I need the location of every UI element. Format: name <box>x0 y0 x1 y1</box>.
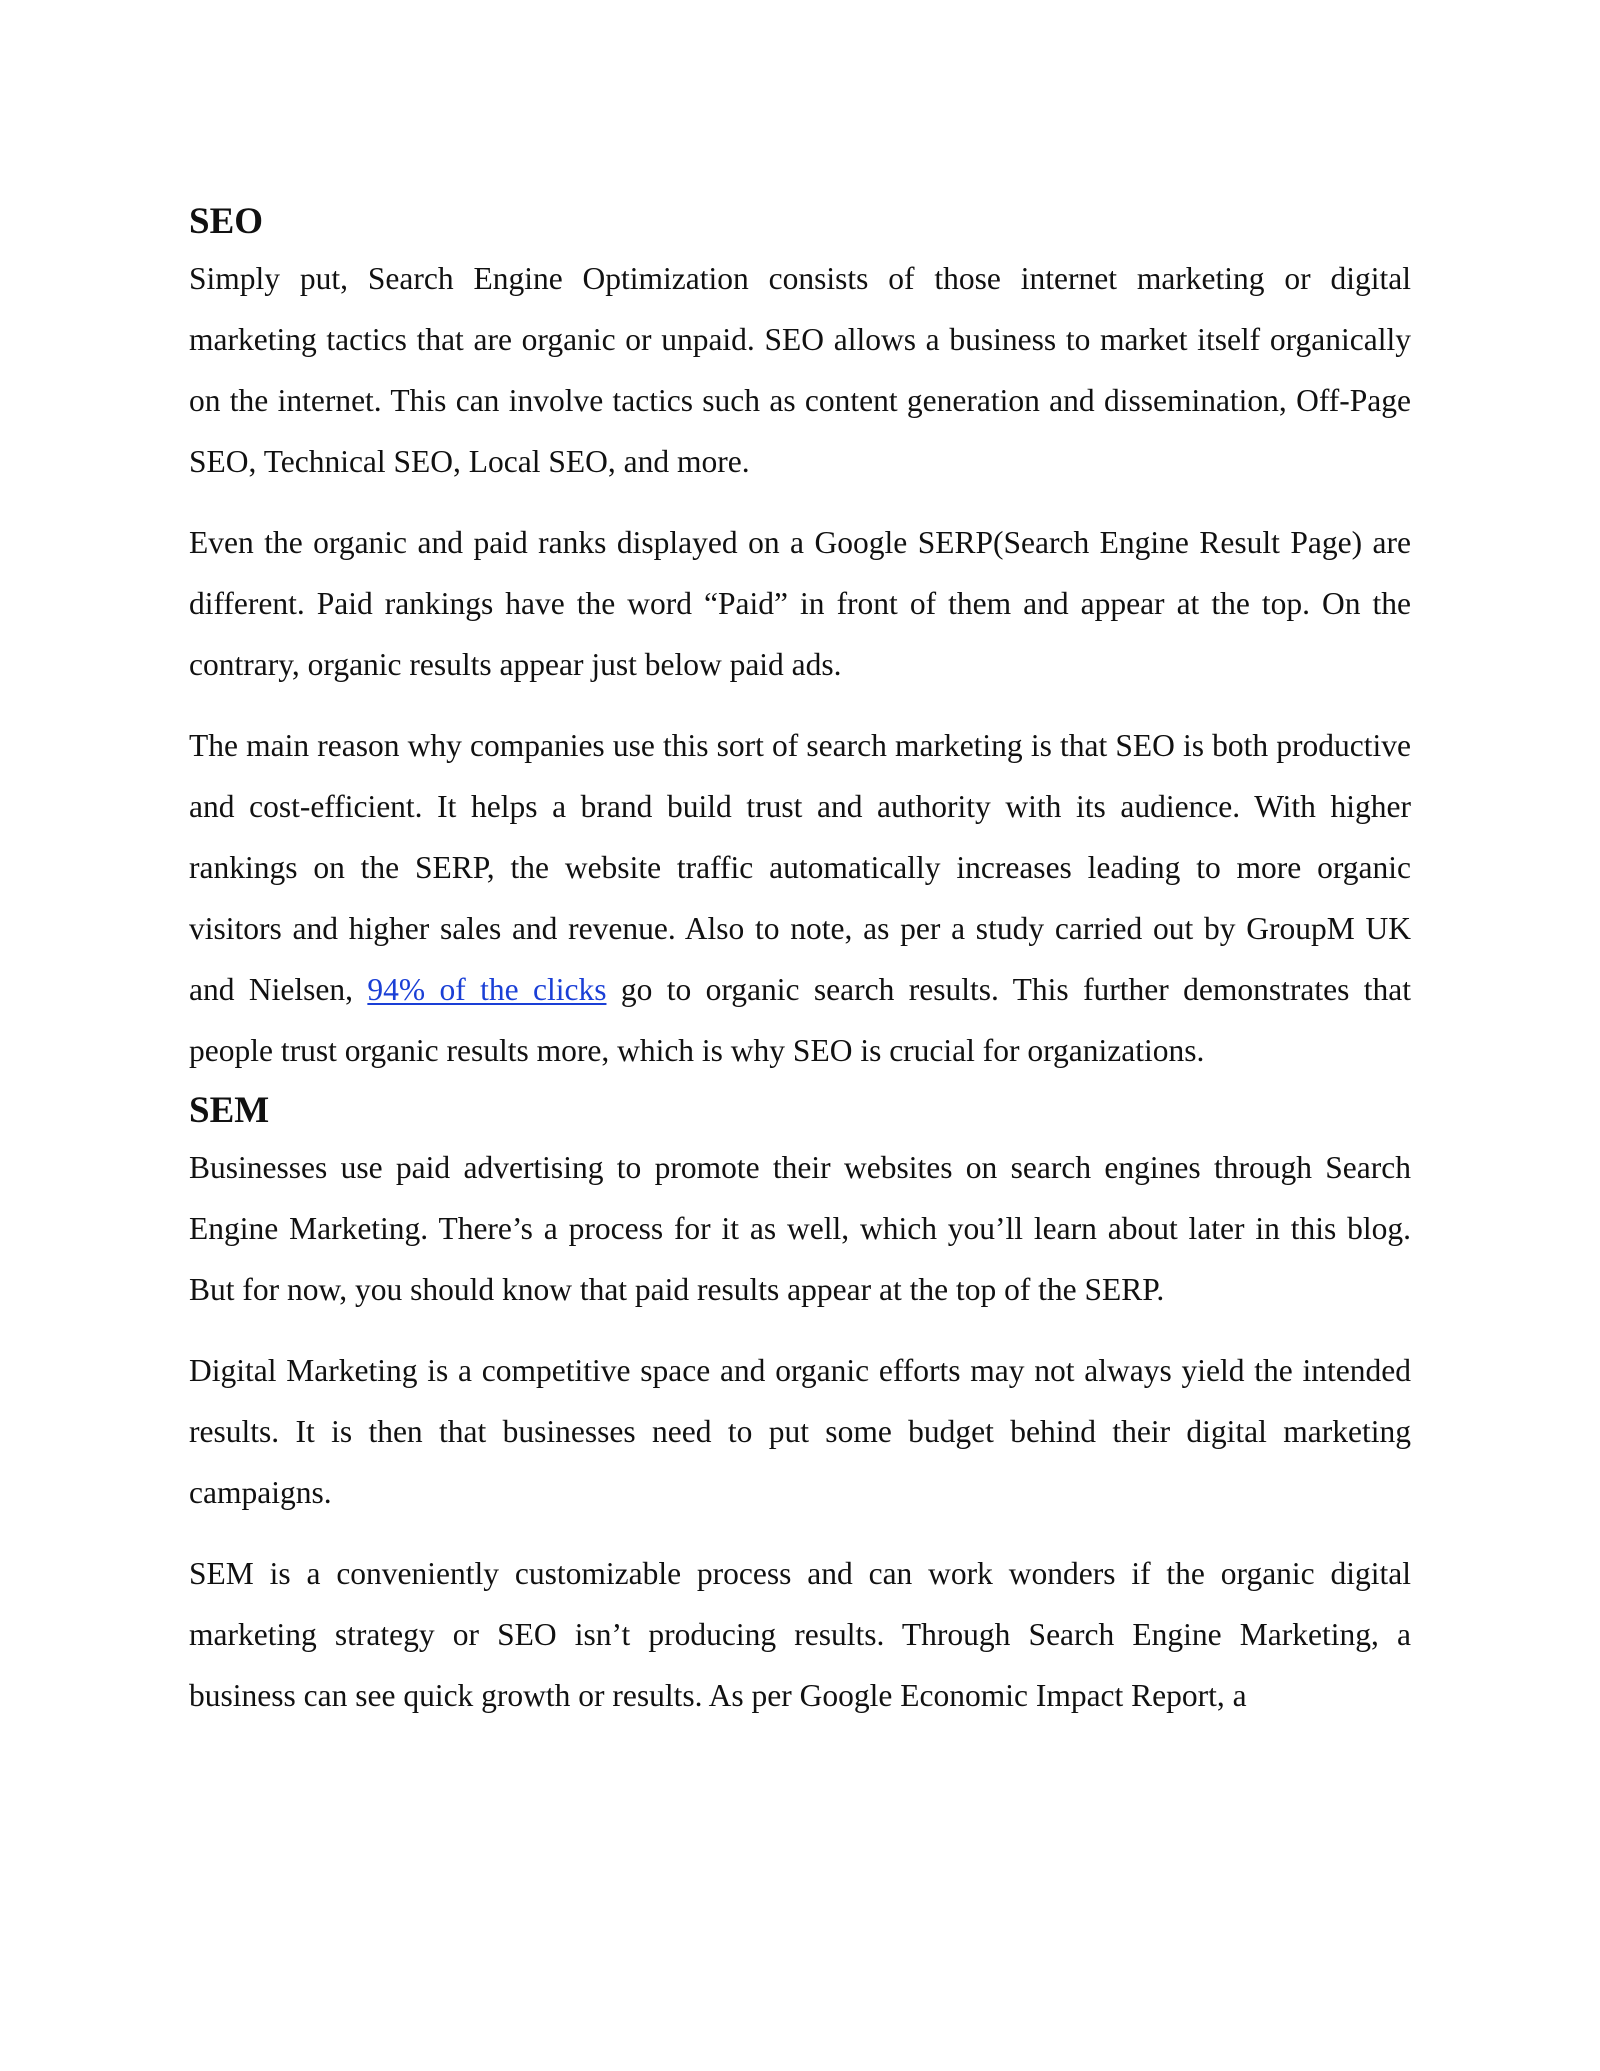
seo-paragraph-1: Simply put, Search Engine Optimization consists of those internet marketing or digital marketing tactics that are organic or unpaid. SEO allows a business to market itself organically on the internet. This can involve tactics such as content generation and dissemination, Off-Page SEO, Technical SEO, Local SEO, and more. <box>189 261 1411 479</box>
seo-paragraph-3-text-before-link: The main reason why companies use this sort of search marketing is that SEO is both productive and cost-efficient. It helps a brand build trust and authority with its audience. With higher rankings on the SERP, the website traffic automatically increases leading to more organic visitors and higher sales and revenue. Also to note, as per a study carried out by GroupM UK and Nielsen, <box>189 728 1411 1007</box>
sem-paragraph-3: SEM is a conveniently customizable process and can work wonders if the organic digital marketing strategy or SEO isn’t producing results. Through Search Engine Marketing, a business can see quick growth or results. As per Google Economic Impact Report, a <box>189 1556 1411 1713</box>
sem-paragraph-2: Digital Marketing is a competitive space and organic efforts may not always yield the intended results. It is then that businesses need to put some budget behind their digital marketing campaigns. <box>189 1353 1411 1510</box>
sem-paragraph-1: Businesses use paid advertising to promote their websites on search engines through Search Engine Marketing. There’s a process for it as well, which you’ll learn about later in this blog. But for now, you should know that paid results appear at the top of the SERP. <box>189 1150 1411 1307</box>
document-body <box>189 196 1411 1746</box>
clicks-study-link[interactable]: 94% of the clicks <box>367 972 607 1007</box>
section-heading-seo: SEO <box>189 201 264 242</box>
seo-paragraph-2: Even the organic and paid ranks displayed on a Google SERP(Search Engine Result Page) are different. Paid rankings have the word “Paid” in front of them and appear at the top. On the contrary, organic results appear just below paid ads. <box>189 525 1411 682</box>
seo-paragraph-3 <box>189 715 1411 1081</box>
seo-paragraph-3-text-after-link: go to organic search results. This further demonstrates that people trust organic results more, which is why SEO is crucial for organizations. <box>189 972 1411 1068</box>
section-heading-sem: SEM <box>189 1090 270 1131</box>
